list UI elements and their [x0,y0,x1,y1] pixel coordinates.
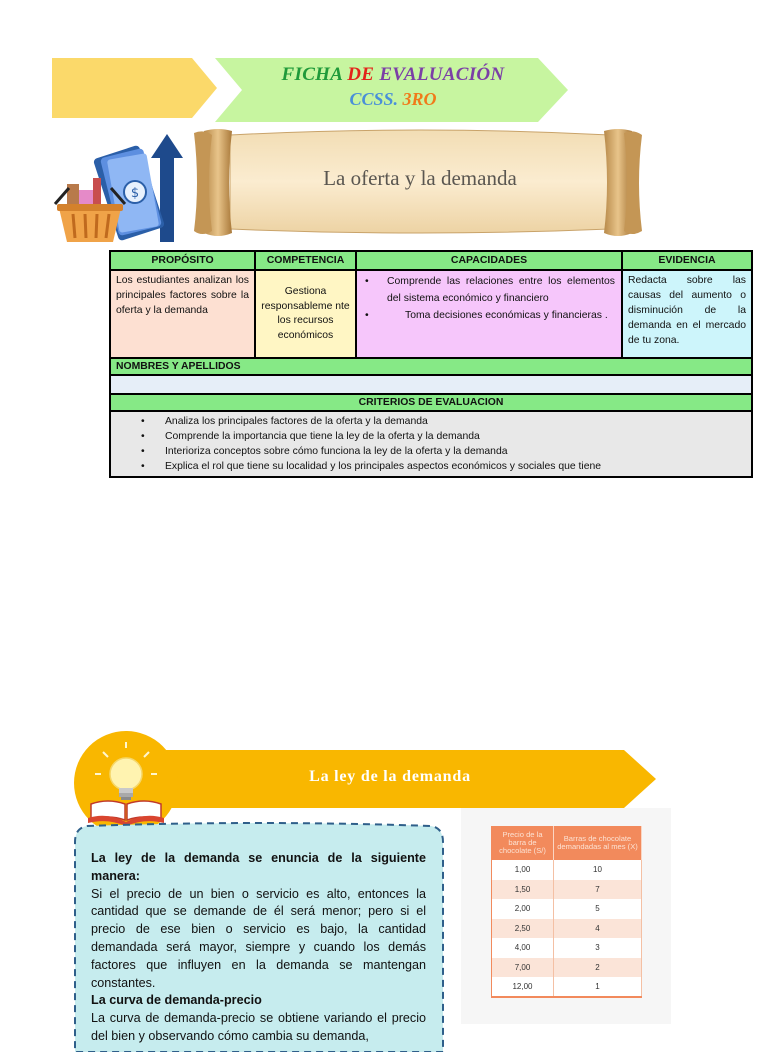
title-word-de: DE [347,64,375,85]
table-row [492,938,642,958]
document-title [218,64,568,86]
table-row [492,880,642,900]
criterio-text: Analiza los principales factores de la oferta y la demanda [165,416,428,427]
quantity-header: Barras de chocolate demandadas al mes (X) [554,826,642,860]
definition-heading: La ley de la demanda se enuncia de la siguiente manera: [91,851,426,883]
nombres-field[interactable] [110,375,752,394]
criterio-item [141,444,746,459]
title-word-ficha: FICHA [281,64,343,85]
banner-yellow-arrow [52,58,217,118]
criterio-text: Interioriza conceptos sobre cómo funciona la ley de la oferta y la demanda [165,446,508,457]
header-evidencia: EVIDENCIA [622,251,752,270]
capacidades-cell [356,270,622,358]
criterio-item [141,429,746,444]
criterio-item [141,459,746,474]
document-subtitle [218,89,568,110]
quantity-cell: 3 [554,938,642,958]
price-cell: 2,50 [492,919,554,939]
quantity-cell: 4 [554,919,642,939]
curve-paragraph: La curva de demanda-precio se obtiene variando el precio del bien y observando cómo cambia su demanda, [91,1011,426,1043]
table-row [492,977,642,997]
nombres-label-row [110,358,752,375]
price-cell: 1,00 [492,860,554,880]
bullet-icon: • [365,276,369,287]
evaluation-table [109,250,753,478]
topic-title: La oferta y la demanda [323,166,517,190]
definition-paragraph: Si el precio de un bien o servicio es alto, entonces la cantidad que se demande de él será menor; pero si el precio de ese bien o servicio es bajo, la cantidad demandada será mayor, siempre y cuando los demás factores que influyen en la demanda se mantengan constantes. [91,886,426,990]
quantity-cell: 1 [554,977,642,997]
bullet-icon: • [365,310,369,321]
price-table-header [492,826,642,860]
definition-text [91,850,426,1046]
table-content-row [110,270,752,358]
section-title: La ley de la demanda [309,768,471,785]
table-row [492,899,642,919]
criterio-item [141,414,746,429]
subtitle-word-grade: 3RO [402,89,437,109]
evidencia-cell: Redacta sobre las causas del aumento o disminución de la demanda en el mercado de tu zona. [622,270,752,358]
table-row [492,958,642,978]
price-header: Precio de la barra de chocolate (S/) [492,826,554,860]
price-cell: 2,00 [492,899,554,919]
criterio-text: Comprende la importancia que tiene la ley de la oferta y la demanda [165,431,480,442]
bullet-icon: • [141,446,145,457]
capacidades-list [362,273,615,324]
money-basket-illustration [55,132,195,247]
price-cell: 4,00 [492,938,554,958]
price-demand-table [491,826,642,998]
competencia-cell: Gestiona responsableme nte los recursos económicos [255,270,356,358]
criterio-text: Explica el rol que tiene su localidad y los principales aspectos económicos y sociales que tiene [165,461,602,472]
capacidad-text: Comprende las relaciones entre los elementos del sistema económico y financiero [387,276,615,304]
capacidad-item [362,307,615,324]
criterios-row [110,411,752,477]
quantity-cell: 10 [554,860,642,880]
quantity-cell: 5 [554,899,642,919]
curve-heading: La curva de demanda-precio [91,993,262,1008]
capacidad-item [362,273,615,307]
quantity-cell: 7 [554,880,642,900]
header-proposito: PROPÓSITO [110,251,255,270]
quantity-cell: 2 [554,958,642,978]
price-cell: 1,50 [492,880,554,900]
bullet-icon: • [141,431,145,442]
criterios-cell [110,411,752,477]
capacidad-text: Toma decisiones económicas y financieras . [405,310,608,321]
table-header-row [110,251,752,270]
price-cell: 12,00 [492,977,554,997]
svg-text:$: $ [130,186,140,201]
table-row [492,860,642,880]
nombres-input-row [110,375,752,394]
price-cell: 7,00 [492,958,554,978]
header-capacidades: CAPACIDADES [356,251,622,270]
proposito-cell: Los estudiantes analizan los principales factores sobre la oferta y la demanda [110,270,255,358]
nombres-label: NOMBRES Y APELLIDOS [110,358,752,375]
title-word-evaluacion: EVALUACIÓN [379,64,505,85]
bullet-icon: • [141,461,145,472]
header-competencia: COMPETENCIA [255,251,356,270]
subtitle-word-ccss: CCSS. [349,89,399,109]
criterios-list [141,414,746,474]
lightbulb-book-icon [73,730,179,836]
table-row [492,919,642,939]
bullet-icon: • [141,416,145,427]
criterios-label: CRITERIOS DE EVALUACION [110,394,752,411]
criterios-label-row [110,394,752,411]
